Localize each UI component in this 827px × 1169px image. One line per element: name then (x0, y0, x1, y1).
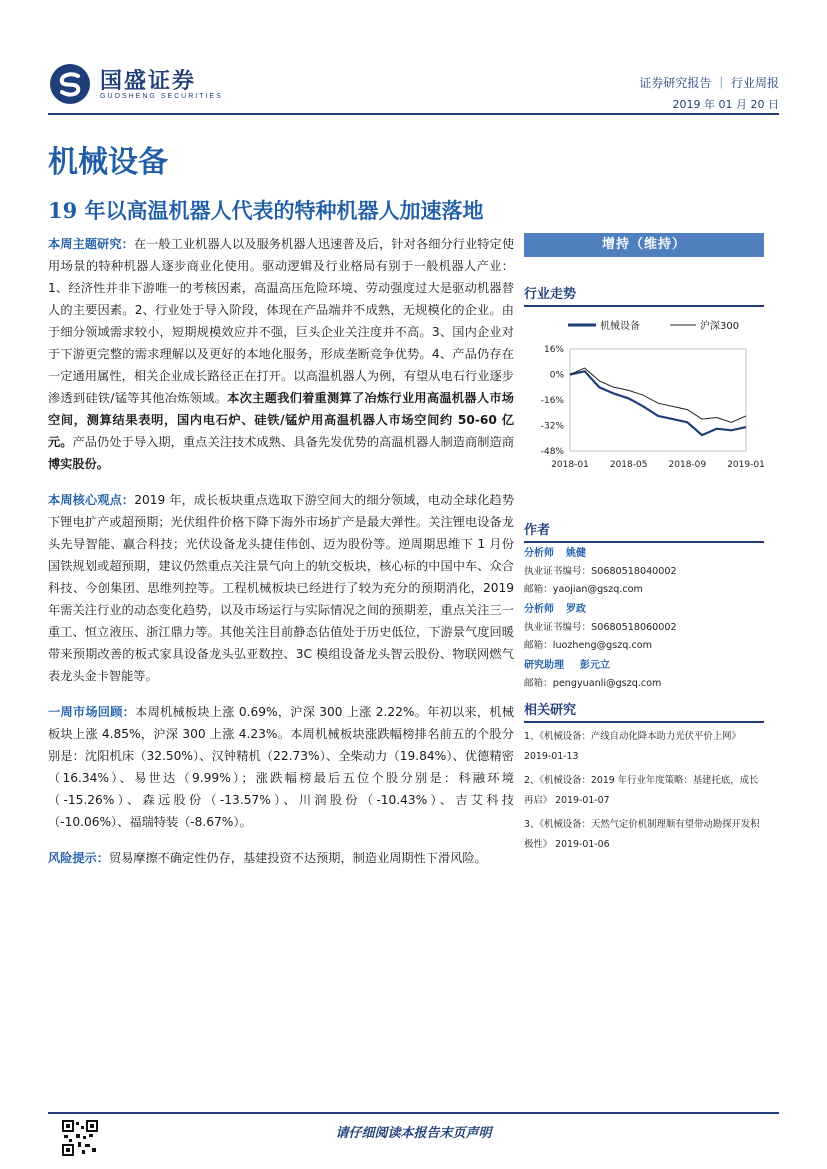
logo-mark-icon (48, 62, 92, 106)
related-date: 2019-01-06 (555, 839, 610, 850)
related-report[interactable] (524, 771, 764, 811)
footer-divider (48, 1112, 779, 1114)
report-date: 2019 年 01 月 20 日 (672, 98, 779, 111)
view-lead: 本周核心观点： (48, 493, 135, 507)
chart-axes (541, 345, 764, 470)
logo-text-cn: 国盛证券 (100, 69, 197, 94)
x-tick-label: 2018-09 (668, 460, 707, 470)
series-line-hs300 (570, 368, 746, 422)
theme-strong-2: 博实股份。 (48, 457, 109, 471)
footer-disclaimer: 请仔细阅读本报告末页声明 (335, 1126, 492, 1141)
rating-badge: 增持（维持） (524, 233, 764, 257)
analyst-role: 研究助理 (524, 660, 564, 671)
view-paragraph (48, 489, 514, 687)
analyst-block (524, 657, 764, 693)
authors-heading: 作者 (524, 519, 764, 543)
theme-text-2: 产品仍处于导入期，重点关注技术成熟、具备先发优势的高温机器人制造商制造商 (72, 435, 515, 449)
chart-legend (568, 319, 739, 332)
y-tick-label: -32% (540, 421, 564, 432)
sidebar (524, 233, 764, 855)
header-divider (48, 113, 779, 115)
analyst-email[interactable]: 邮箱：pengyuanli@gszq.com (524, 678, 662, 689)
risk-text: 贸易摩擦不确定性仍存，基建投资不达预期，制造业周期性下滑风险。 (108, 851, 487, 865)
related-title: 2、《机械设备：2019 年行业年度策略：基建托底，成长再启》 (524, 775, 759, 806)
risk-paragraph (48, 847, 514, 869)
theme-lead: 本周主题研究： (48, 237, 134, 251)
sector-title: 机械设备 (48, 145, 168, 180)
x-tick-label: 2018-01 (551, 460, 589, 470)
related-title: 1、《机械设备：产线自动化降本助力光伏平价上网》 (524, 731, 741, 742)
related-report[interactable] (524, 815, 764, 855)
analyst-email[interactable]: 邮箱：yaojian@gszq.com (524, 584, 643, 595)
x-tick-label: 2019-01 (727, 460, 764, 470)
chart-series (570, 368, 746, 435)
x-tick-label: 2018-05 (609, 460, 648, 470)
market-paragraph (48, 701, 514, 833)
legend-label-machinery: 机械设备 (600, 321, 640, 332)
related-title: 3、《机械设备：天然气定价机制理顺有望带动勘探开发积极性》 (524, 819, 760, 850)
analyst-header (524, 601, 764, 619)
trend-chart (524, 315, 764, 475)
analyst-email[interactable]: 邮箱：luozheng@gszq.com (524, 640, 652, 651)
analyst-name: 姚健 (566, 548, 586, 559)
report-title: 19 年以高温机器人代表的特种机器人加速落地 (48, 198, 484, 223)
chart-plot-frame (570, 349, 746, 451)
theme-strong: 本次主题我们着重测算了冶炼行业用高温机器人市场空间，测算结果表明，国内电石炉、硅铁/锰炉用高温机器人市场空间约 50-60 亿元。 (48, 391, 514, 449)
y-tick-label: 0% (549, 370, 564, 381)
y-tick-label: 16% (543, 345, 564, 355)
company-logo (48, 62, 223, 106)
analyst-role: 分析师 (524, 548, 554, 559)
related-report[interactable] (524, 727, 764, 767)
market-text: 本周机械板块上涨 0.69%，沪深 300 上涨 2.22%。年初以来，机械板块上涨 4.85%，沪深 300 上涨 4.23%。本周机械板块涨跌幅榜排名前五的个股分别是：沈阳机床（32.50%）、汉钟精机（22.73%）、全柴动力（19.84%）、优德精密（16.34%）、易世达（9.99%）；涨跌幅榜最后五位个股分别是：科融环境（-15.26%）、森远股份（-13.57%）、川润股份（-10.43%）、吉艾科技（-10.06%）、福瑞特装（-8.67%）。 (48, 705, 515, 829)
legend-label-hs300: 沪深300 (700, 321, 740, 332)
analyst-name: 罗政 (566, 604, 586, 615)
trend-heading: 行业走势 (524, 283, 764, 307)
related-date: 2019-01-13 (524, 751, 579, 762)
risk-lead: 风险提示： (48, 851, 109, 865)
analyst-block (524, 545, 764, 599)
analyst-cert: 执业证书编号：S0680518060002 (524, 622, 677, 633)
y-tick-label: -16% (540, 396, 564, 406)
main-content (48, 233, 514, 869)
logo-text-en: GUOSHENG SECURITIES (100, 93, 223, 100)
theme-paragraph (48, 233, 514, 475)
analyst-name: 彭元立 (580, 660, 610, 671)
view-text: 2019 年，成长板块重点选取下游空间大的细分领域，电动全球化趋势下锂电扩产或超预期；光伏组件价格下降下海外市场扩产是最大弹性。关注锂电设备龙头先导智能、赢合科技；光伏设备龙头捷佳伟创、迈为股份等。逆周期思维下 1 月份国铁规划或超预期，建议仍然重点关注景气向上的轨交板块，核心标的中国中车、众合科技、今创集团、思维列控等。工程机械板块已经进行了较为充分的预期消化，2019 年需关注行业的动态变化趋势，以及市场运行与实际情况之间的预期差，重点关注三一重工、恒立液压、浙江鼎力等。其他关注目前静态估值处于历史低位，下游景气度回暖带来预期改善的板式家具设备龙头弘亚数控、3C 模组设备龙头智云股份、物联网燃气表龙头金卡智能等。 (48, 493, 515, 683)
related-heading: 相关研究 (524, 699, 764, 723)
analyst-block (524, 601, 764, 655)
analyst-cert: 执业证书编号：S0680518040002 (524, 566, 677, 577)
analyst-header (524, 657, 764, 675)
analyst-role: 分析师 (524, 604, 554, 615)
market-lead: 一周市场回顾： (48, 705, 136, 719)
report-type: 证券研究报告 ｜ 行业周报 (639, 76, 779, 90)
theme-text: 在一般工业机器人以及服务机器人迅速普及后，针对各细分行业特定使用场景的特种机器人逐步商业化使用。驱动逻辑及行业格局有别于一般机器人产业：1、经济性并非下游唯一的考核因素，高温高压危险环境、劳动强度过大是驱动机器替人的主要因素。2、行业处于导入阶段，体现在产品端并不成熟，无规模化的企业。由于细分领域需求较小，短期规模效应并不强，巨头企业关注度并不高。3、国内企业对于下游更完整的需求理解以及更好的本地化服务，形成垄断竞争优势。4、产品仍存在一定通用属性，相关企业成长路径正在打开。以高温机器人为例，有望从电石行业逐步渗透到硅铁/锰等其他冶炼领域。 (48, 237, 515, 405)
analyst-header (524, 545, 764, 563)
related-date: 2019-01-07 (555, 795, 610, 806)
y-tick-label: -48% (540, 447, 564, 457)
